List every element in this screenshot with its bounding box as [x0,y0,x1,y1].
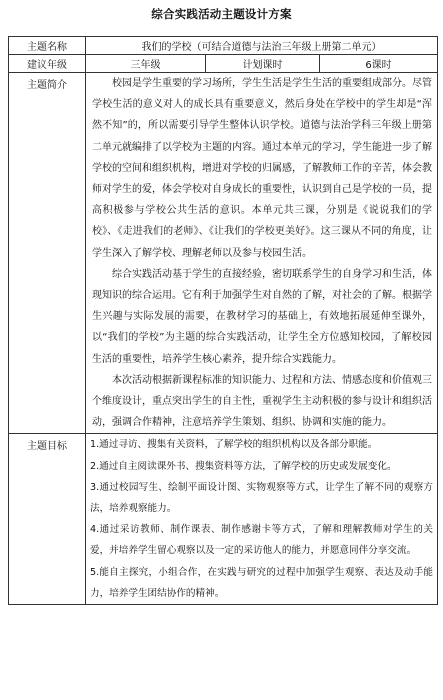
grade-value: 三年级 [86,55,206,73]
goal-item: 5.能自主探究，小组合作，在实践与研究的过程中加强学生观察、表达及动手能力，培养学生团结协作的精神。 [90,566,434,599]
theme-name-row [9,37,438,55]
document-title: 综合实践活动主题设计方案 [151,7,292,21]
goals-row [9,434,438,605]
goals-label: 主题目标 [9,434,86,605]
design-plan-table [8,36,438,605]
intro-row [9,73,438,434]
intro-label: 主题简介 [9,73,86,434]
theme-name-label: 主题名称 [9,37,86,55]
theme-name-value: 我们的学校（可结合道德与法治三年级上册第二单元） [86,37,438,55]
intro-paragraph: 综合实践活动基于学生的直接经验，密切联系学生的自身学习和生活，体现知识的综合运用。它有利于加强学生对自然的了解，对社会的了解。根据学生兴趣与实际发展的需要，在教材学习的基础上，有效地拓展延伸至课外，以“我们的学校”为主题的综合实践活动，让学生全方位感知校园，了解校园生活的重要性，培养学生核心素养，提升综合实践能力。 [92,268,433,365]
goal-item: 3.通过校园写生、绘制平面设计图、实物观察等方式，让学生了解不同的观察方法，培养观察能力。 [90,481,434,515]
goal-item: 1.通过寻访、搜集有关资料，了解学校的组织机构以及各部分职能。 [90,439,378,451]
hours-value: 6课时 [320,55,438,73]
grade-row [9,55,438,73]
grade-label: 建议年级 [9,55,86,73]
goal-item: 4.通过采访教师、制作课表、制作感谢卡等方式，了解和理解教师对学生的关爱，并培养学生留心观察以及一定的采访他人的能力，并愿意同伴分享交流。 [90,524,434,557]
intro-content [86,73,438,434]
intro-paragraph: 本次活动根据新课程标准的知识能力、过程和方法、情感态度和价值观三个维度设计，重点突出学生的自主性，重视学生主动积极的参与设计和组织活动，强调合作精神，注意培养学生策划、组织、协调和实施的能力。 [92,374,433,429]
intro-paragraph: 校园是学生重要的学习场所，学生生活是学生生活的重要组成部分。尽管学校生活的意义对人的成长具有重要意义，然后身处在学校中的学生却是“浑然不知”的，所以需要引导学生整体认识学校。道德与法治学科三年级上册第二单元就编排了以学校为主题的内容。通过本单元的学习，学生能进一步了解学校的空间和组织机构，增进对学校的归属感，了解教师工作的辛苦，体会教师对学生的爱，体会学校对自身成长的重要性，认识到自己是学校的一员，提高积极参与学校公共生活的意识。本单元共三课，分别是《说说我们的学校》、《走进我们的老师》、《让我们的学校更美好》。这三课从不同的角度，让学生深入了解学校、理解老师以及参与校园生活。 [92,78,433,259]
goal-item: 2.通过自主阅读课外书、搜集资料等方法，了解学校的历史或发展变化。 [90,460,397,472]
hours-label: 计划课时 [206,55,320,73]
goals-content [86,434,438,605]
